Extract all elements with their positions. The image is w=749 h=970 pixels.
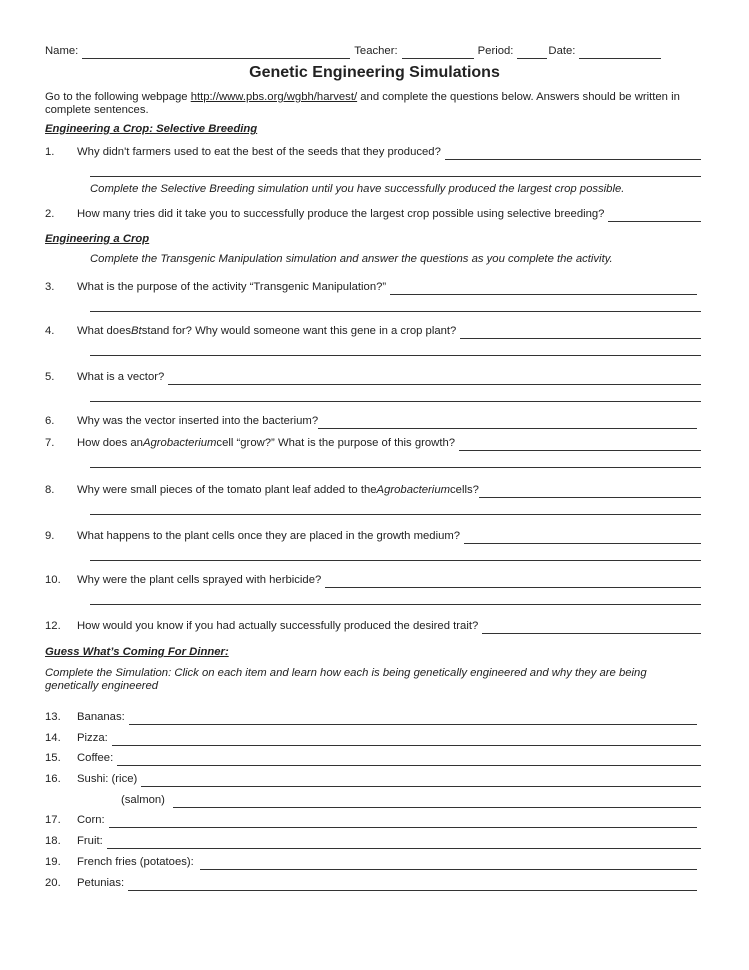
selective-breeding-instruction: Complete the Selective Breeding simulation until you have successfully produced the largest crop possible. [90, 183, 625, 195]
item-number: 18. [45, 835, 61, 847]
item-number: 19. [45, 856, 61, 868]
question-number: 5. [45, 371, 55, 383]
question-number: 9. [45, 530, 55, 542]
answer-line[interactable] [90, 401, 701, 402]
answer-line[interactable] [479, 486, 701, 498]
item-label: Coffee: [77, 752, 114, 764]
answer-line[interactable] [200, 858, 697, 870]
section-heading-selective-breeding: Engineering a Crop: Selective Breeding [45, 123, 258, 135]
question-2 [45, 207, 701, 222]
answer-line[interactable] [608, 210, 701, 222]
item-label: Fruit: [77, 835, 103, 847]
answer-line[interactable] [90, 514, 701, 515]
item-label: Pizza: [77, 732, 108, 744]
item-label: Bananas: [77, 711, 125, 723]
intro-before: Go to the following webpage [45, 91, 191, 103]
date-label: Date: [548, 45, 576, 57]
question-number: 10. [45, 574, 61, 586]
question-text: How many tries did it take you to successfully produce the largest crop possible using selective breeding? [77, 208, 605, 220]
question-12 [45, 619, 701, 634]
period-label: Period: [477, 45, 514, 57]
item-petunias [45, 876, 701, 891]
question-number: 7. [45, 437, 55, 449]
question-text: cells? [450, 484, 479, 496]
transgenic-instruction: Complete the Transgenic Manipulation simulation and answer the questions as you complete the activity. [90, 253, 613, 265]
period-field[interactable] [517, 47, 547, 59]
question-1 [45, 145, 701, 160]
answer-line[interactable] [129, 713, 697, 725]
question-number: 6. [45, 415, 55, 427]
question-text: How does an [77, 437, 143, 449]
answer-line[interactable] [90, 355, 701, 356]
question-text: What does [77, 325, 132, 337]
answer-line[interactable] [459, 439, 701, 451]
question-text: What is a vector? [77, 371, 165, 383]
date-field[interactable] [579, 47, 661, 59]
answer-line[interactable] [117, 754, 701, 766]
question-9 [45, 529, 701, 544]
heading-text: Guess What’s Coming For Dinner [45, 646, 225, 658]
question-number: 1. [45, 146, 55, 158]
answer-line[interactable] [90, 467, 701, 468]
question-text: stand for? Why would someone want this gene in a crop plant? [141, 325, 457, 337]
item-number: 13. [45, 711, 61, 723]
item-number: 20. [45, 877, 61, 889]
question-text: Why were small pieces of the tomato plant leaf added to the [77, 484, 377, 496]
question-text: What is the purpose of the activity “Transgenic Manipulation?” [77, 281, 387, 293]
item-corn [45, 813, 701, 828]
answer-line[interactable] [109, 816, 697, 828]
section-heading-engineering-crop: Engineering a Crop [45, 233, 150, 245]
item-pizza [45, 731, 701, 746]
item-label: French fries (potatoes): [77, 856, 194, 868]
item-label: Petunias: [77, 877, 125, 889]
answer-line[interactable] [325, 576, 701, 588]
question-6 [45, 414, 701, 429]
question-4 [45, 324, 701, 339]
answer-line[interactable] [128, 879, 697, 891]
item-bananas [45, 710, 701, 725]
answer-line[interactable] [90, 604, 701, 605]
answer-line[interactable] [460, 327, 701, 339]
answer-line[interactable] [90, 311, 701, 312]
answer-line[interactable] [390, 283, 697, 295]
answer-line[interactable] [90, 560, 701, 561]
intro-text [45, 91, 701, 117]
question-text: Why were the plant cells sprayed with herbicide? [77, 574, 322, 586]
question-number: 4. [45, 325, 55, 337]
answer-line[interactable] [173, 796, 701, 808]
header-row [45, 44, 701, 59]
answer-line[interactable] [112, 734, 701, 746]
answer-line[interactable] [107, 837, 701, 849]
item-number: 14. [45, 732, 61, 744]
section-heading-dinner [45, 646, 229, 658]
question-3 [45, 280, 701, 295]
question-7 [45, 436, 701, 451]
item-sushi-rice [45, 772, 701, 787]
teacher-label: Teacher: [354, 45, 398, 57]
answer-line[interactable] [168, 373, 701, 385]
teacher-field[interactable] [402, 47, 474, 59]
page-title: Genetic Engineering Simulations [249, 64, 500, 81]
intro-after: and complete the questions below. Answers should be written in complete sentences. [45, 91, 680, 116]
heading-colon: : [224, 646, 229, 658]
question-8 [45, 483, 701, 498]
question-text: Why was the vector inserted into the bacterium? [77, 415, 319, 427]
item-number: 15. [45, 752, 61, 764]
question-text: cell “grow?” What is the purpose of this growth? [216, 437, 456, 449]
dinner-instruction: Complete the Simulation: Click on each item and learn how each is being genetically engineered and why they are being genetically engineered [45, 667, 647, 692]
question-text-italic: Agrobacterium [376, 484, 451, 496]
answer-line[interactable] [90, 176, 701, 177]
name-label: Name: [45, 45, 79, 57]
question-text: How would you know if you had actually successfully produced the desired trait? [77, 620, 479, 632]
answer-line[interactable] [318, 417, 697, 429]
answer-line[interactable] [445, 148, 701, 160]
question-number: 3. [45, 281, 55, 293]
name-field[interactable] [82, 47, 350, 59]
harvest-link[interactable]: http://www.pbs.org/wgbh/harvest/ [190, 91, 358, 103]
item-number: 16. [45, 773, 61, 785]
question-5 [45, 370, 701, 385]
item-coffee [45, 751, 701, 766]
item-label: Sushi: (rice) [77, 773, 138, 785]
answer-line[interactable] [482, 622, 701, 634]
question-text: Why didn't farmers used to eat the best of the seeds that they produced? [77, 146, 441, 158]
question-number: 2. [45, 208, 55, 220]
question-number: 12. [45, 620, 61, 632]
question-number: 8. [45, 484, 55, 496]
question-text: What happens to the plant cells once they are placed in the growth medium? [77, 530, 461, 542]
question-10 [45, 573, 701, 588]
item-number: 17. [45, 814, 61, 826]
item-french-fries [45, 855, 701, 870]
item-fruit [45, 834, 701, 849]
item-label: (salmon) [121, 794, 165, 806]
answer-line[interactable] [464, 532, 701, 544]
item-label: Corn: [77, 814, 105, 826]
question-text-italic: Agrobacterium [142, 437, 217, 449]
question-text-italic: Bt [131, 325, 142, 337]
item-sushi-salmon [121, 793, 701, 808]
answer-line[interactable] [141, 775, 701, 787]
